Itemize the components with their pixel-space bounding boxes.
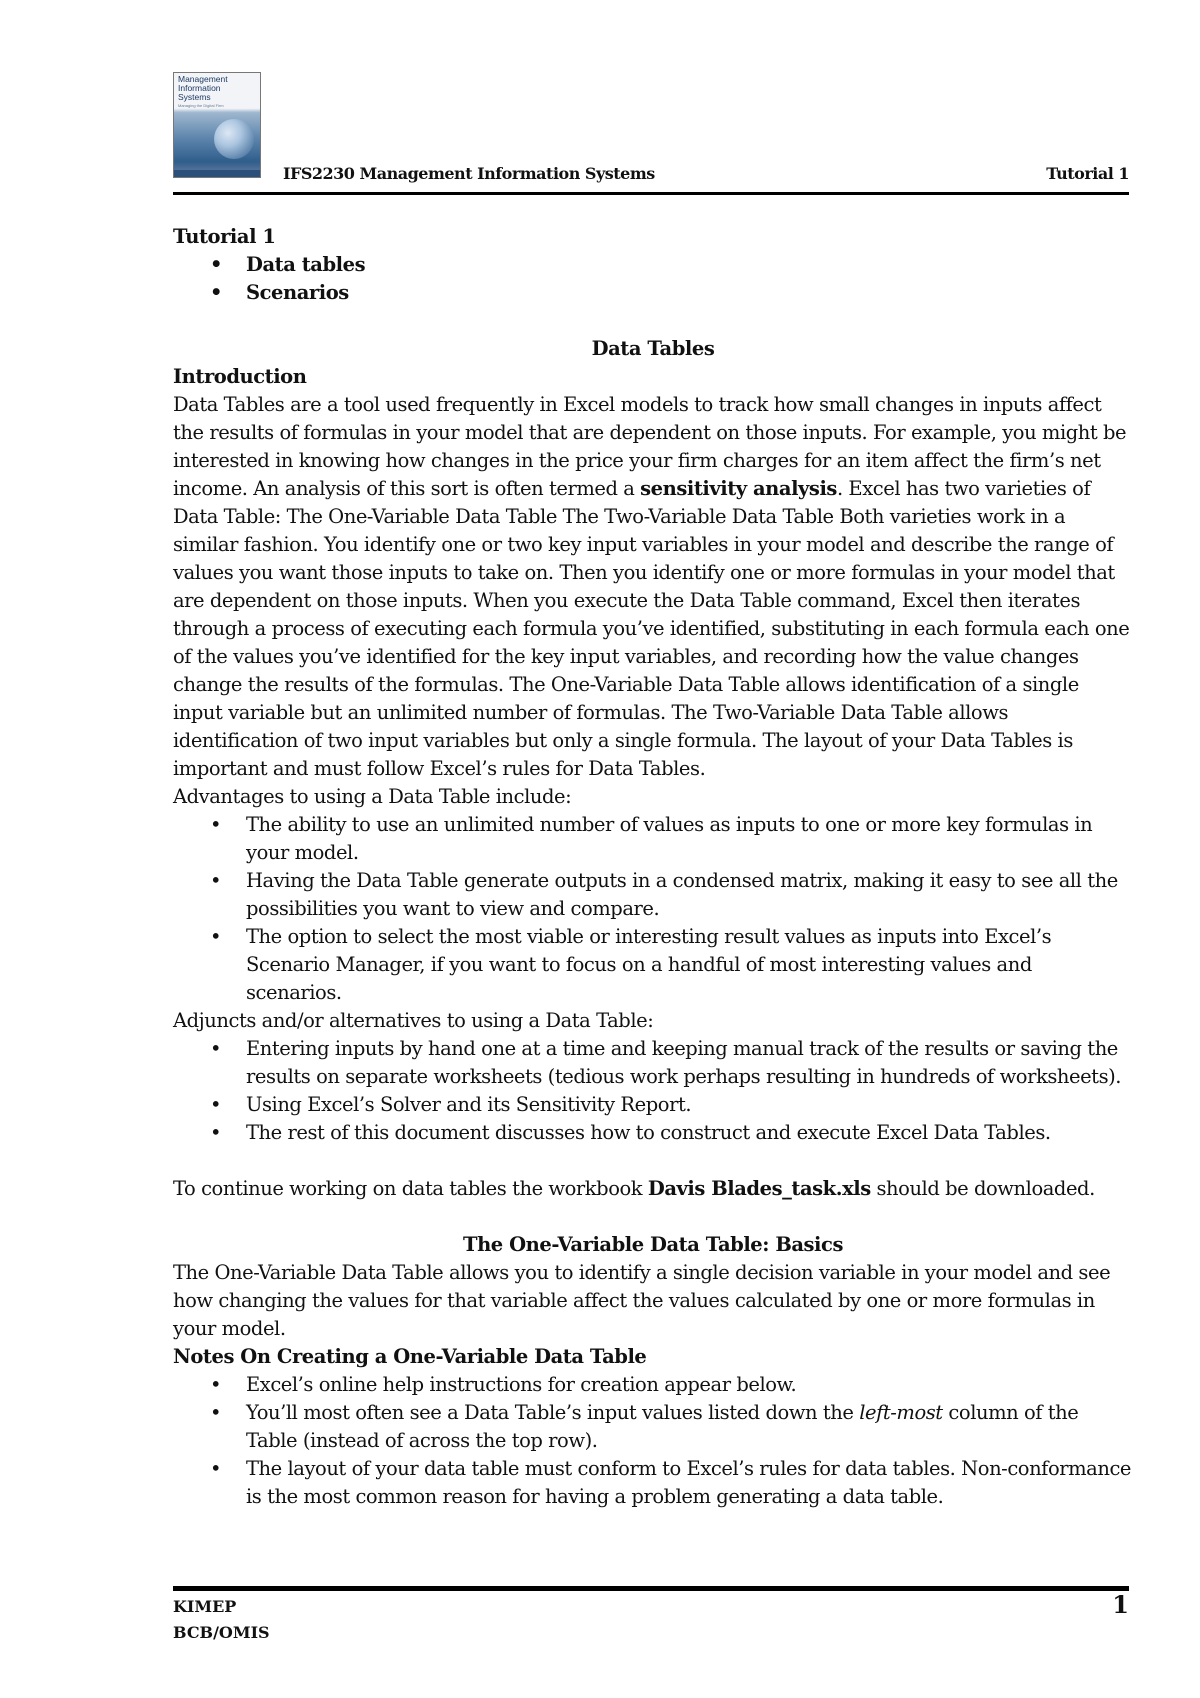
list-item: • Excel’s online help instructions for creation appear below. <box>173 1371 1133 1399</box>
intro-text-part: . Excel has two varieties of Data Table: The One-Variable Data Table The Two-Variable Data Table Both varieties work in a similar fashion. You identify one or two key input variables in your model and describe the range of values you want those inputs to take on. Then you identify one or more formulas in your model that are dependent on those inputs. When you execute the Data Table command, Excel then iterates through a process of executing each formula you’ve identified, substituting in each formula each one of the values you’ve identified for the key input variables, and recording how the value changes change the results of the formulas. The One-Variable Data Table allows identification of a single input variable but an unlimited number of formulas. The Two-Variable Data Table allows identification of two input variables but only a single formula. The layout of your Data Tables is important and must follow Excel’s rules for Data Tables. <box>173 477 1130 780</box>
book-cover-title: Management Information Systems <box>178 74 228 102</box>
list-item <box>173 1399 1133 1455</box>
introduction-heading: Introduction <box>173 365 307 388</box>
continue-text-part: should be downloaded. <box>870 1177 1095 1200</box>
footer-institution: KIMEP <box>173 1597 237 1616</box>
left-most-term: left-most <box>859 1401 943 1424</box>
advantages-intro: Advantages to using a Data Table include: <box>173 785 572 808</box>
note-text-part: column of the Table (instead of across the top row). <box>246 1401 1079 1452</box>
sensitivity-analysis-term: sensitivity analysis <box>640 477 837 500</box>
footer-department: BCB/OMIS <box>173 1623 270 1642</box>
topic-list <box>173 251 1133 307</box>
list-item: • The layout of your data table must conform to Excel’s rules for data tables. Non-conformance is the most common reason for having a problem generating a data table. <box>173 1455 1133 1511</box>
spacer <box>173 307 1133 335</box>
page-header <box>173 72 1129 194</box>
spacer <box>173 1147 1133 1175</box>
section-heading-one-variable: The One-Variable Data Table: Basics <box>463 1233 843 1256</box>
document-body <box>173 223 1133 1511</box>
page-footer <box>173 1594 270 1646</box>
workbook-filename: Davis Blades_task.xls <box>647 1177 871 1200</box>
course-title: IFS2230 Management Information Systems <box>283 164 655 183</box>
notes-list <box>173 1371 1133 1511</box>
list-item: • The rest of this document discusses how to construct and execute Excel Data Tables. <box>173 1119 1133 1147</box>
topic-item: • Data tables <box>173 251 1133 279</box>
intro-text-part: Data Tables are a tool used frequently in Excel models to track how small changes in inputs affect the results of formulas in your model that are dependent on those inputs. For example, you might be interested in knowing how changes in the price your firm charges for an item affect the firm’s net income. An analysis of this sort is often termed a <box>173 393 1127 500</box>
adjuncts-intro: Adjuncts and/or alternatives to using a Data Table: <box>173 1009 654 1032</box>
globe-icon <box>214 119 254 159</box>
continue-paragraph <box>173 1175 1133 1203</box>
footer-divider <box>173 1586 1129 1591</box>
list-item: • The ability to use an unlimited number of values as inputs to one or more key formulas in your model. <box>173 811 1133 867</box>
adjuncts-list <box>173 1035 1133 1147</box>
notes-heading: Notes On Creating a One-Variable Data Table <box>173 1345 647 1368</box>
header-tutorial-label: Tutorial 1 <box>1046 164 1129 183</box>
list-item: • Having the Data Table generate outputs in a condensed matrix, making it easy to see all the possibilities you want to view and compare. <box>173 867 1133 923</box>
section-heading-data-tables: Data Tables <box>591 337 715 360</box>
spacer <box>173 1203 1133 1231</box>
tutorial-title: Tutorial 1 <box>173 225 276 248</box>
page-number: 1 <box>1112 1590 1129 1619</box>
list-item: • Using Excel’s Solver and its Sensitivity Report. <box>173 1091 1133 1119</box>
book-cover-image <box>173 72 261 178</box>
list-item: • The option to select the most viable or interesting result values as inputs into Excel’s Scenario Manager, if you want to focus on a handful of most interesting values and scenarios. <box>173 923 1133 1007</box>
list-item: • Entering inputs by hand one at a time and keeping manual track of the results or saving the results on separate worksheets (tedious work perhaps resulting in hundreds of worksheets). <box>173 1035 1133 1091</box>
introduction-paragraph <box>173 391 1133 783</box>
topic-item: • Scenarios <box>173 279 1133 307</box>
book-cover-subtitle: Managing the Digital Firm <box>178 103 224 108</box>
advantages-list <box>173 811 1133 1007</box>
continue-text-part: To continue working on data tables the workbook <box>173 1177 648 1200</box>
one-variable-description: The One-Variable Data Table allows you to identify a single decision variable in your model and see how changing the values for that variable affect the values calculated by one or more formulas in your model. <box>173 1261 1111 1340</box>
book-cover-band <box>174 170 260 177</box>
header-divider <box>173 192 1129 195</box>
note-text-part: You’ll most often see a Data Table’s input values listed down the <box>246 1401 860 1424</box>
